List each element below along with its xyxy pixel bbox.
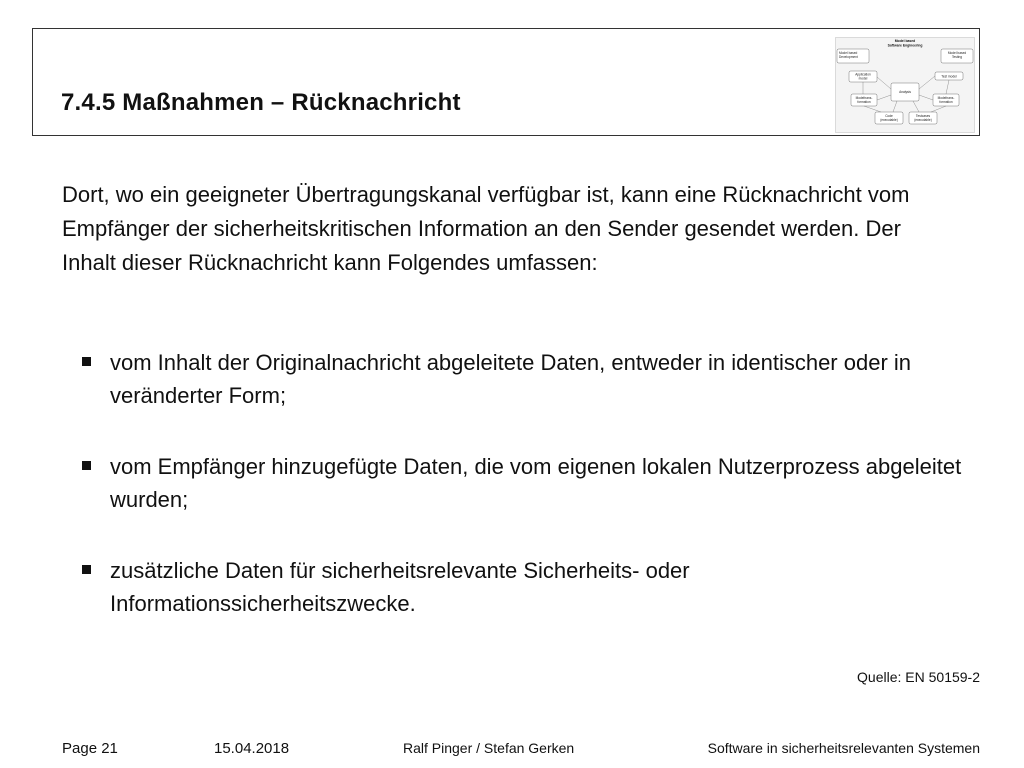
svg-text:formation: formation [857, 100, 871, 104]
svg-text:Testing: Testing [951, 55, 963, 59]
svg-text:formation: formation [939, 100, 953, 104]
slide-title: 7.4.5 Maßnahmen – Rücknachricht [61, 89, 461, 116]
footer-course-title: Software in sicherheitsrelevanten Systemen [707, 740, 980, 756]
footer-page-number: Page 21 [62, 740, 118, 757]
bullet-text: vom Inhalt der Originalnachricht abgeleitete Daten, entweder in identischer oder in veränderter Form; [110, 350, 912, 408]
list-item [62, 450, 982, 516]
model-based-engineering-diagram [835, 37, 975, 133]
list-item [62, 346, 982, 412]
bullet-text: vom Empfänger hinzugefügte Daten, die vom eigenen lokalen Nutzerprozess abgeleitet wurden; [110, 454, 962, 512]
svg-text:Model based: Model based [839, 51, 858, 55]
square-bullet-icon [82, 565, 91, 574]
bullet-list [62, 346, 982, 658]
svg-text:Testcases: Testcases [915, 114, 931, 118]
footer-date: 15.04.2018 [214, 740, 290, 757]
bullet-text: zusätzliche Daten für sicherheitsrelevante Sicherheits- oder Informationssicherheitszwecke. [110, 558, 690, 616]
svg-text:(executable): (executable) [914, 118, 932, 122]
source-citation: Quelle: EN 50159-2 [857, 669, 980, 685]
header-box [32, 28, 980, 136]
svg-text:(executable): (executable) [880, 118, 898, 122]
svg-text:Model based: Model based [947, 51, 967, 55]
diagram-title-line1: Model based [894, 39, 916, 43]
square-bullet-icon [82, 357, 91, 366]
svg-text:model: model [858, 76, 868, 81]
svg-text:Test model: Test model [941, 74, 957, 79]
svg-text:Analysis: Analysis [899, 90, 911, 94]
diagram-title-line2: Software Engineering [887, 43, 923, 48]
footer-authors: Ralf Pinger / Stefan Gerken [403, 740, 575, 756]
svg-text:Modeltrans-: Modeltrans- [937, 96, 955, 100]
svg-text:Modeltrans-: Modeltrans- [855, 96, 873, 100]
list-item [62, 554, 982, 620]
svg-text:Application: Application [855, 72, 871, 77]
square-bullet-icon [82, 461, 91, 470]
svg-text:Code: Code [885, 114, 893, 118]
intro-paragraph: Dort, wo ein geeigneter Übertragungskanal verfügbar ist, kann eine Rücknachricht vom Empfänger der sicherheitskritischen Information an den Sender gesendet werden. Der Inhalt dieser Rücknachricht kann Folgendes umfassen: [62, 182, 910, 275]
svg-text:Development: Development [839, 55, 858, 59]
